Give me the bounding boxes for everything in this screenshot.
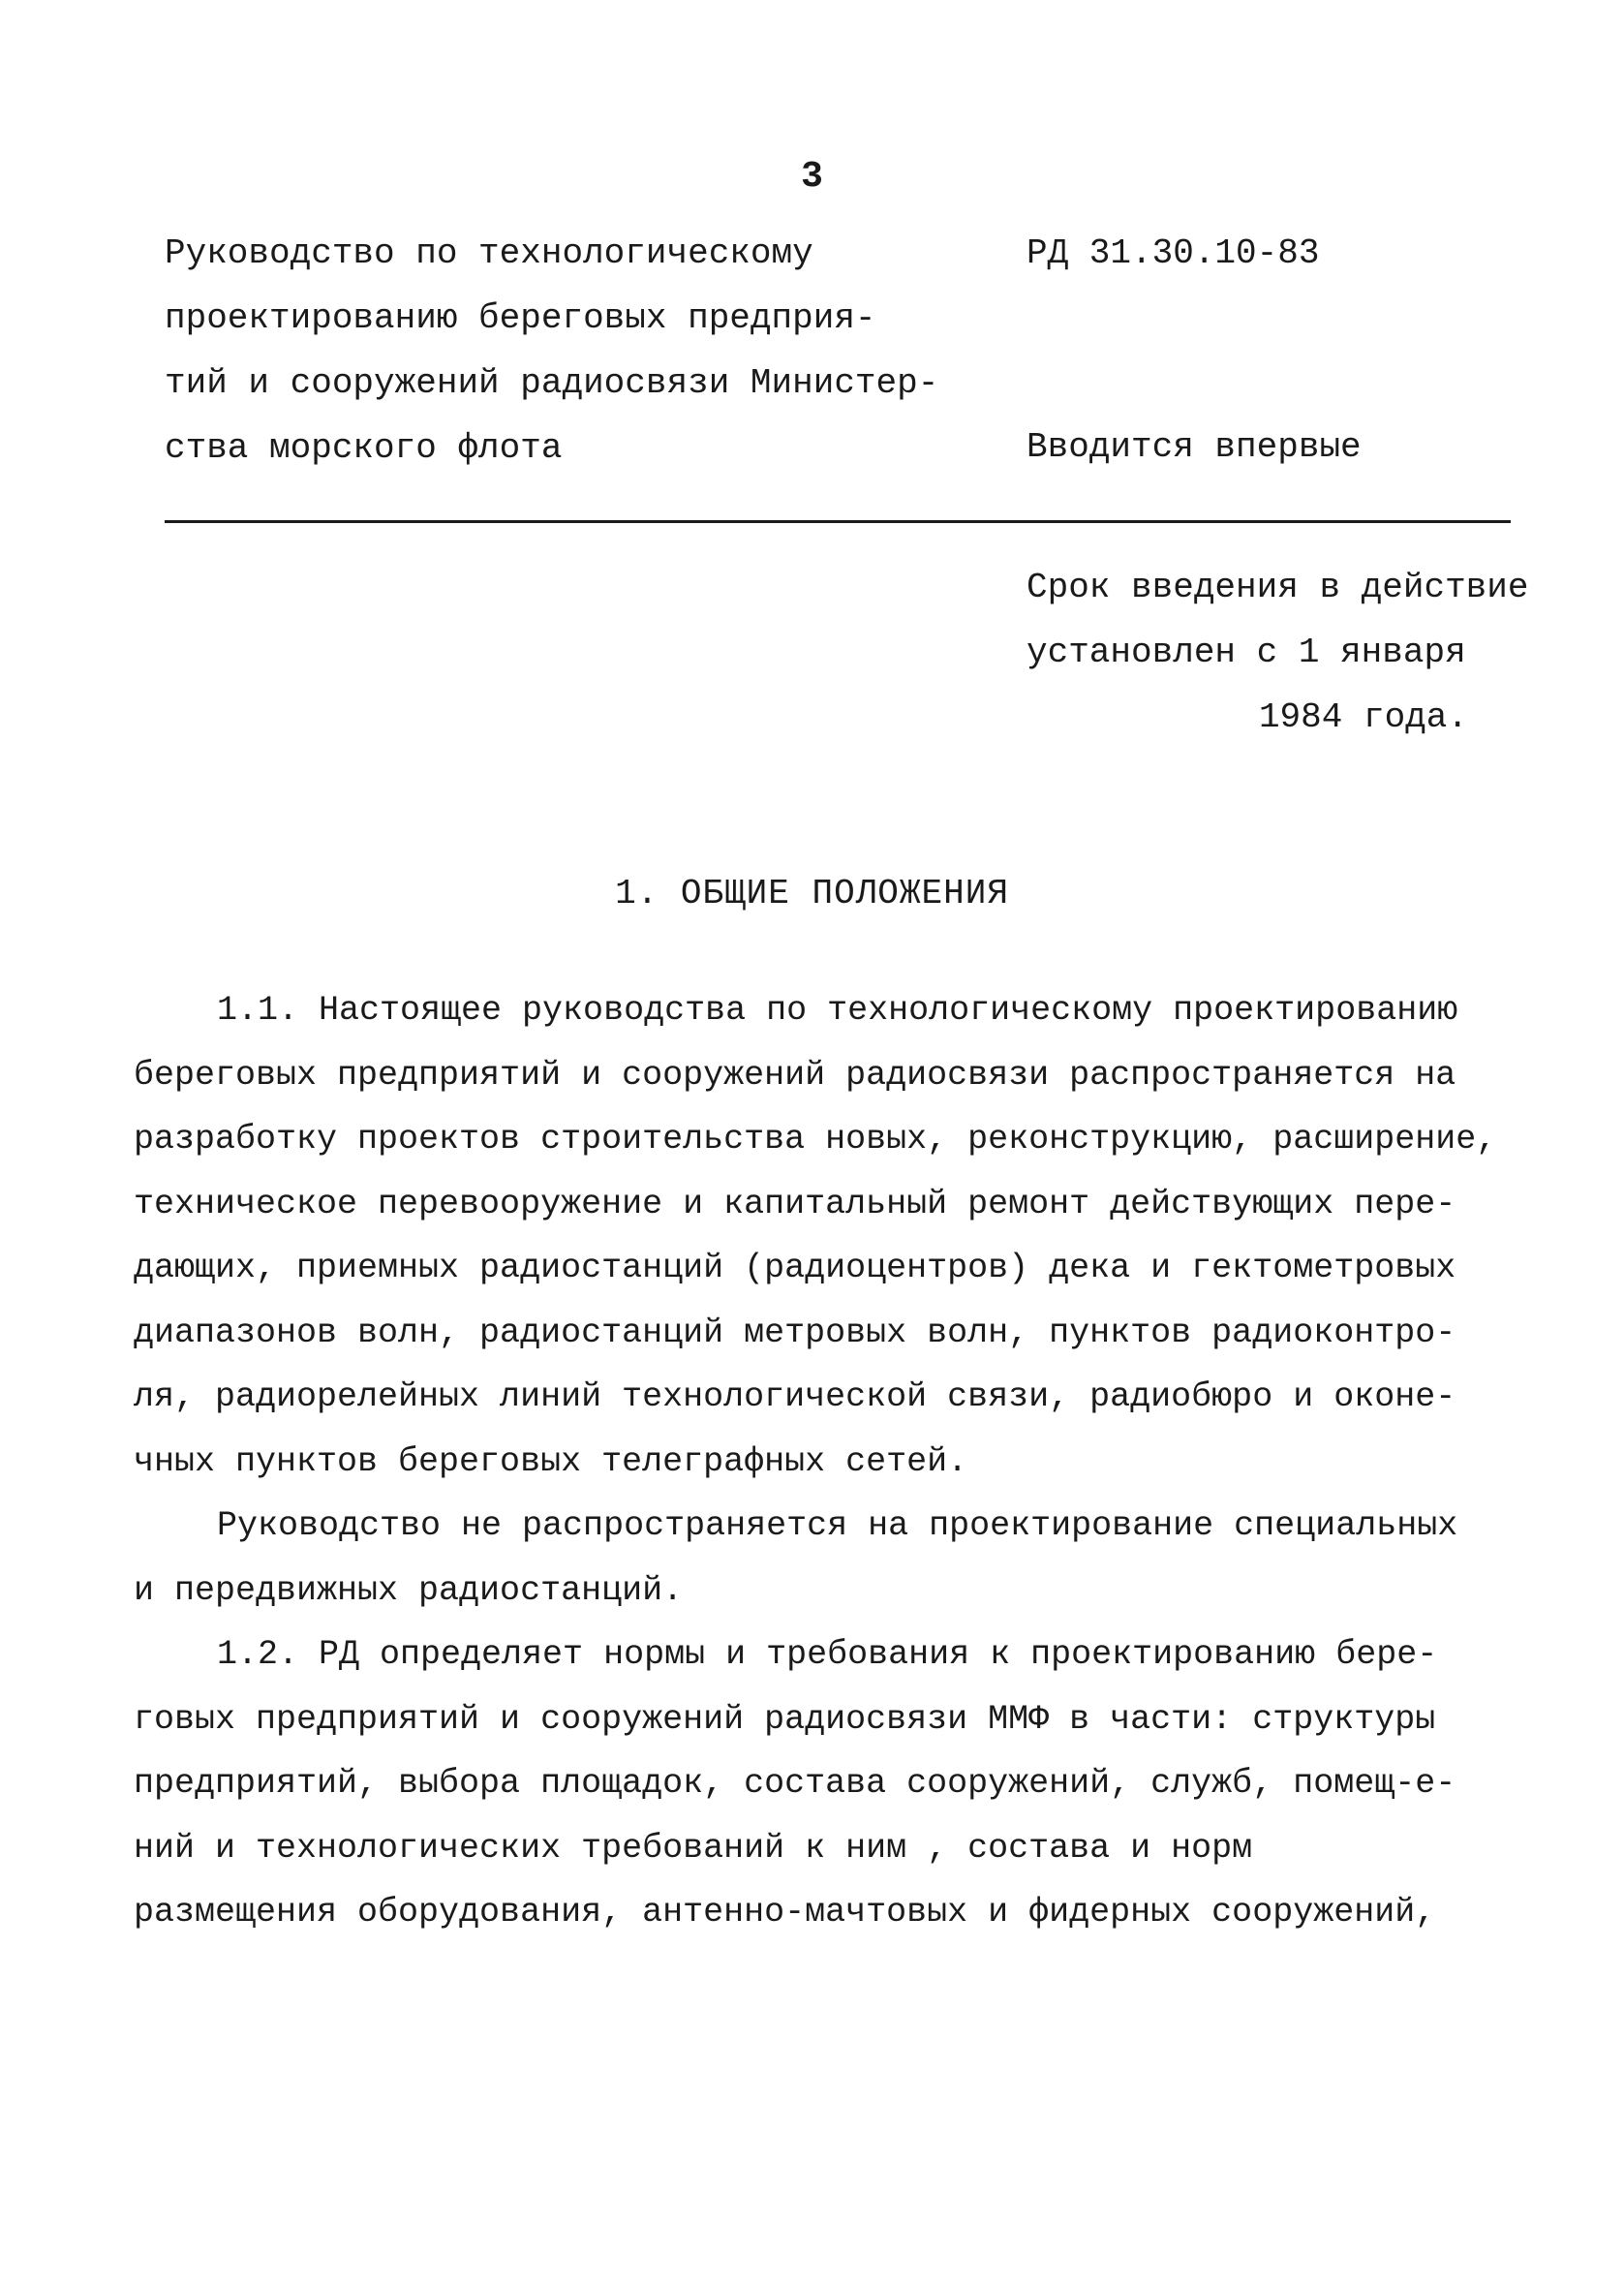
paragraph-line: дающих, приемных радиостанций (радиоцентров) дека и гектометровых [134, 1249, 1456, 1287]
title-line: тий и сооружений радиосвязи Министер- [165, 363, 939, 403]
document-title [165, 221, 959, 480]
effective-line: установлен с 1 января [1026, 633, 1466, 672]
title-line: ства морского флота [165, 428, 563, 468]
effective-line: 1984 года. [1258, 697, 1468, 737]
paragraph-line: размещения оборудования, антенно-мачтовых и фидерных сооружений, [134, 1893, 1436, 1932]
paragraph-line: ний и технологических требований к ним , состава и норм [134, 1828, 1253, 1868]
effective-line: Срок введения в действие [1026, 568, 1529, 607]
paragraph-line: ля, радиорелейных линий технологической связи, радиобюро и оконе- [134, 1377, 1456, 1416]
paragraph-line: 1.2. РД определяет нормы и требования к проектированию бере- [217, 1635, 1438, 1674]
section-heading: 1. ОБЩИЕ ПОЛОЖЕНИЯ [615, 874, 1009, 913]
paragraph-line: диапазонов волн, радиостанций метровых волн, пунктов радиоконтро- [134, 1313, 1456, 1352]
document-code: РД 31.30.10-83 [1026, 233, 1320, 273]
introduction-note: Вводится впервые [1026, 427, 1362, 467]
paragraph-line: и передвижных радиостанций. [134, 1570, 684, 1610]
paragraph-line: Руководство не распространяется на проектирование специальных [217, 1506, 1458, 1545]
paragraph-line: 1.1. Настоящее руководства по технологическому проектированию [217, 991, 1458, 1030]
title-line: Руководство по технологическому [165, 233, 813, 273]
page-number: 3 [801, 156, 823, 198]
paragraph-line: разработку проектов строительства новых, реконструкцию, расширение, [134, 1120, 1497, 1159]
paragraph-line: береговых предприятий и сооружений радиосвязи распространяется на [134, 1055, 1456, 1095]
header-divider [165, 520, 1511, 523]
body-text [134, 978, 1499, 1945]
paragraph-line: чных пунктов береговых телеграфных сетей. [134, 1441, 968, 1481]
paragraph-line: техническое перевооружение и капитальный ремонт действующих пере- [134, 1184, 1456, 1223]
title-line: проектированию береговых предприя- [165, 298, 876, 338]
paragraph-line: предприятий, выбора площадок, состава сооружений, служб, помещ-е- [134, 1764, 1456, 1803]
effective-date-block [1026, 555, 1528, 750]
paragraph-line: говых предприятий и сооружений радиосвязи ММФ в части: структуры [134, 1699, 1436, 1739]
